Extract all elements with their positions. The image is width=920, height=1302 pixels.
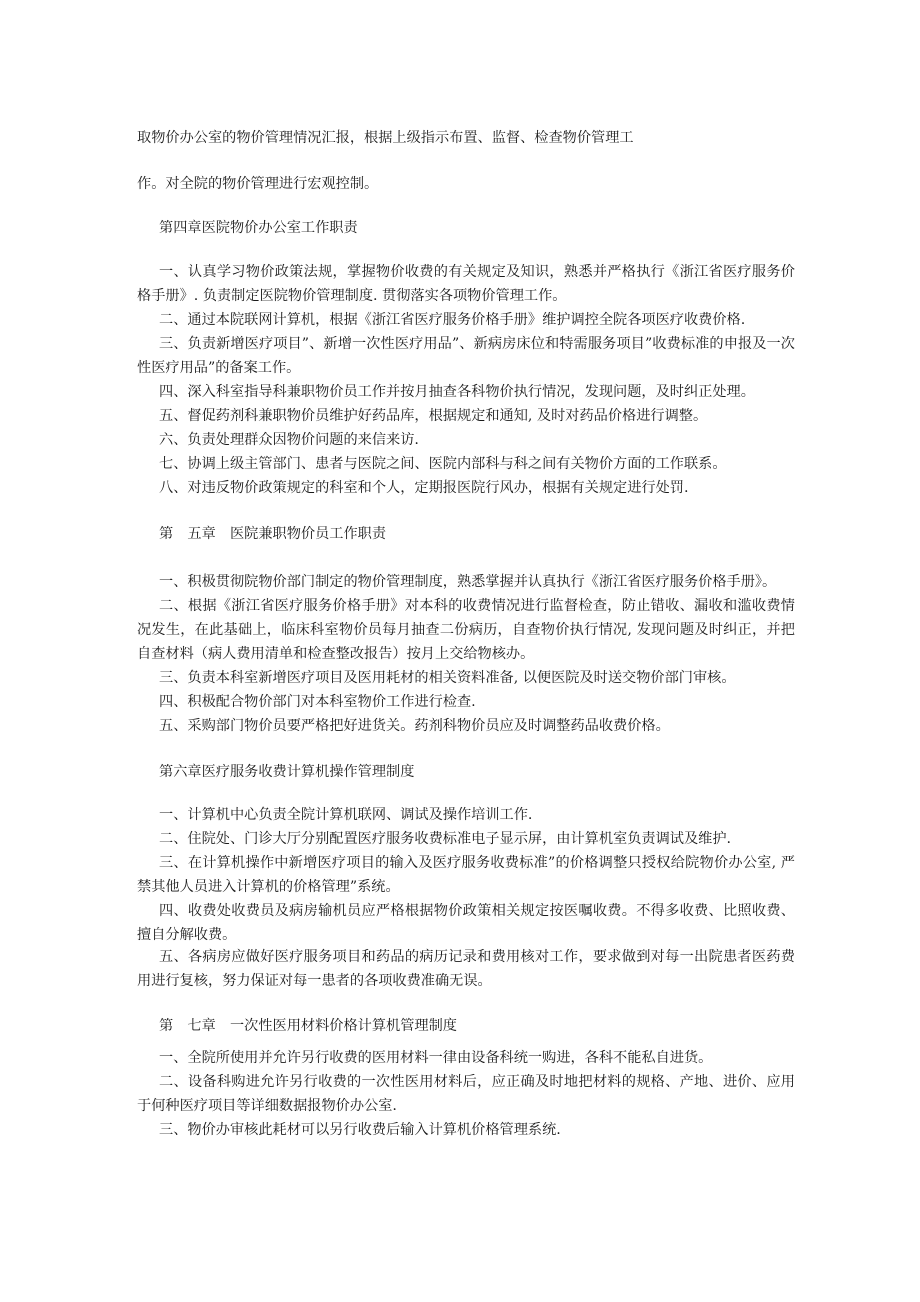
chapter-7-item-3: 三、物价办审核此耗材可以另行收费后输入计算机价格管理系统. [159, 1122, 561, 1138]
chapter-7-item-2: 二、设备科购进允许另行收费的一次性医用材料后，应正确及时地把材料的规格、产地、进价、应用于何种医疗项目等详细数据报物价办公室. [137, 1074, 795, 1114]
chapter-4-item-1: 一、认真学习物价政策法规，掌握物价收费的有关规定及知识，熟悉并严格执行《浙江省医疗服务价格手册》. 负责制定医院物价管理制度. 贯彻落实各项物价管理工作。 [137, 264, 795, 304]
chapter-4-item-3: 三、负责新增医疗项目”、新增一次性医疗用品”、新病房床位和特需服务项目”收费标准的申报及一次性医疗用品”的备案工作。 [137, 336, 795, 376]
chapter-6-item-3: 三、在计算机操作中新增医疗项目的输入及医疗服务收费标准”的价格调整只授权给院物价办公室, 严禁其他人员进入计算机的价格管理”系统。 [137, 855, 795, 895]
chapter-4-item-2: 二、通过本院联网计算机，根据《浙江省医疗服务价格手册》维护调控全院各项医疗收费价格. [159, 312, 746, 328]
chapter-4-item-7: 七、协调上级主管部门、患者与医院之间、医院内部科与科之间有关物价方面的工作联系。 [159, 456, 727, 472]
chapter-5-title: 第 五章 医院兼职物价员工作职责 [159, 526, 387, 542]
chapter-5-item-3: 三、负责本科室新增医疗项目及医用耗材的相关资料准备, 以便医院及时送交物价部门审核。 [159, 670, 736, 686]
chapter-4-title: 第四章医院物价办公室工作职责 [159, 220, 358, 236]
intro-line-2: 作。对全院的物价管理进行宏观控制。 [137, 176, 379, 192]
chapter-6-item-2: 二、住院处、门诊大厅分别配置医疗服务收费标准电子显示屏，由计算机室负责调试及维护. [159, 831, 732, 847]
chapter-4-item-8: 八、对违反物价政策规定的科室和个人，定期报医院行风办，根据有关规定进行处罚. [159, 480, 689, 496]
chapter-5-item-1: 一、积极贯彻院物价部门制定的物价管理制度，熟悉掌握并认真执行《浙江省医疗服务价格手册》。 [159, 574, 777, 590]
chapter-5-item-2: 二、根据《浙江省医疗服务价格手册》对本科的收费情况进行监督检查，防止错收、漏收和滥收费情况发生，在此基础上，临床科室物价员每月抽查二份病历，自查物价执行情况, 发现问题及时纠正，并把自查材料（病人费用清单和检查整改报告）按月上交给物核办。 [137, 598, 795, 662]
chapter-7-item-1: 一、全院所使用并允许另行收费的医用材料一律由设备科统一购进，各科不能私自进货。 [159, 1050, 713, 1066]
chapter-6-item-5: 五、各病房应做好医疗服务项目和药品的病历记录和费用核对工作，要求做到对每一出院患者医药费用进行复核，努力保证对每一患者的各项收费准确无误。 [137, 949, 795, 989]
chapter-5-item-4: 四、积极配合物价部门对本科室物价工作进行检查. [159, 694, 476, 710]
chapter-4-item-6: 六、负责处理群众因物价问题的来信来访. [159, 432, 419, 448]
chapter-6-item-1: 一、计算机中心负责全院计算机联网、调试及操作培训工作. [159, 807, 533, 823]
chapter-5-item-5: 五、采购部门物价员要严格把好进货关。药剂科物价员应及时调整药品收费价格。 [159, 718, 670, 734]
chapter-6-item-4: 四、收费处收费员及病房输机员应严格根据物价政策相关规定按医嘱收费。不得多收费、比照收费、擅自分解收费。 [137, 903, 795, 943]
chapter-6-title: 第六章医疗服务收费计算机操作管理制度 [159, 764, 415, 780]
chapter-7-title: 第 七章 一次性医用材料价格计算机管理制度 [159, 1018, 457, 1034]
chapter-4-item-4: 四、深入科室指导科兼职物价员工作并按月抽查各科物价执行情况，发现问题，及时纠正处理。 [159, 384, 755, 400]
chapter-4-item-5: 五、督促药剂科兼职物价员维护好药品库，根据规定和通知, 及时对药品价格进行调整。 [159, 408, 708, 424]
intro-line-1: 取物价办公室的物价管理情况汇报，根据上级指示布置、监督、检查物价管理工 [137, 130, 634, 146]
